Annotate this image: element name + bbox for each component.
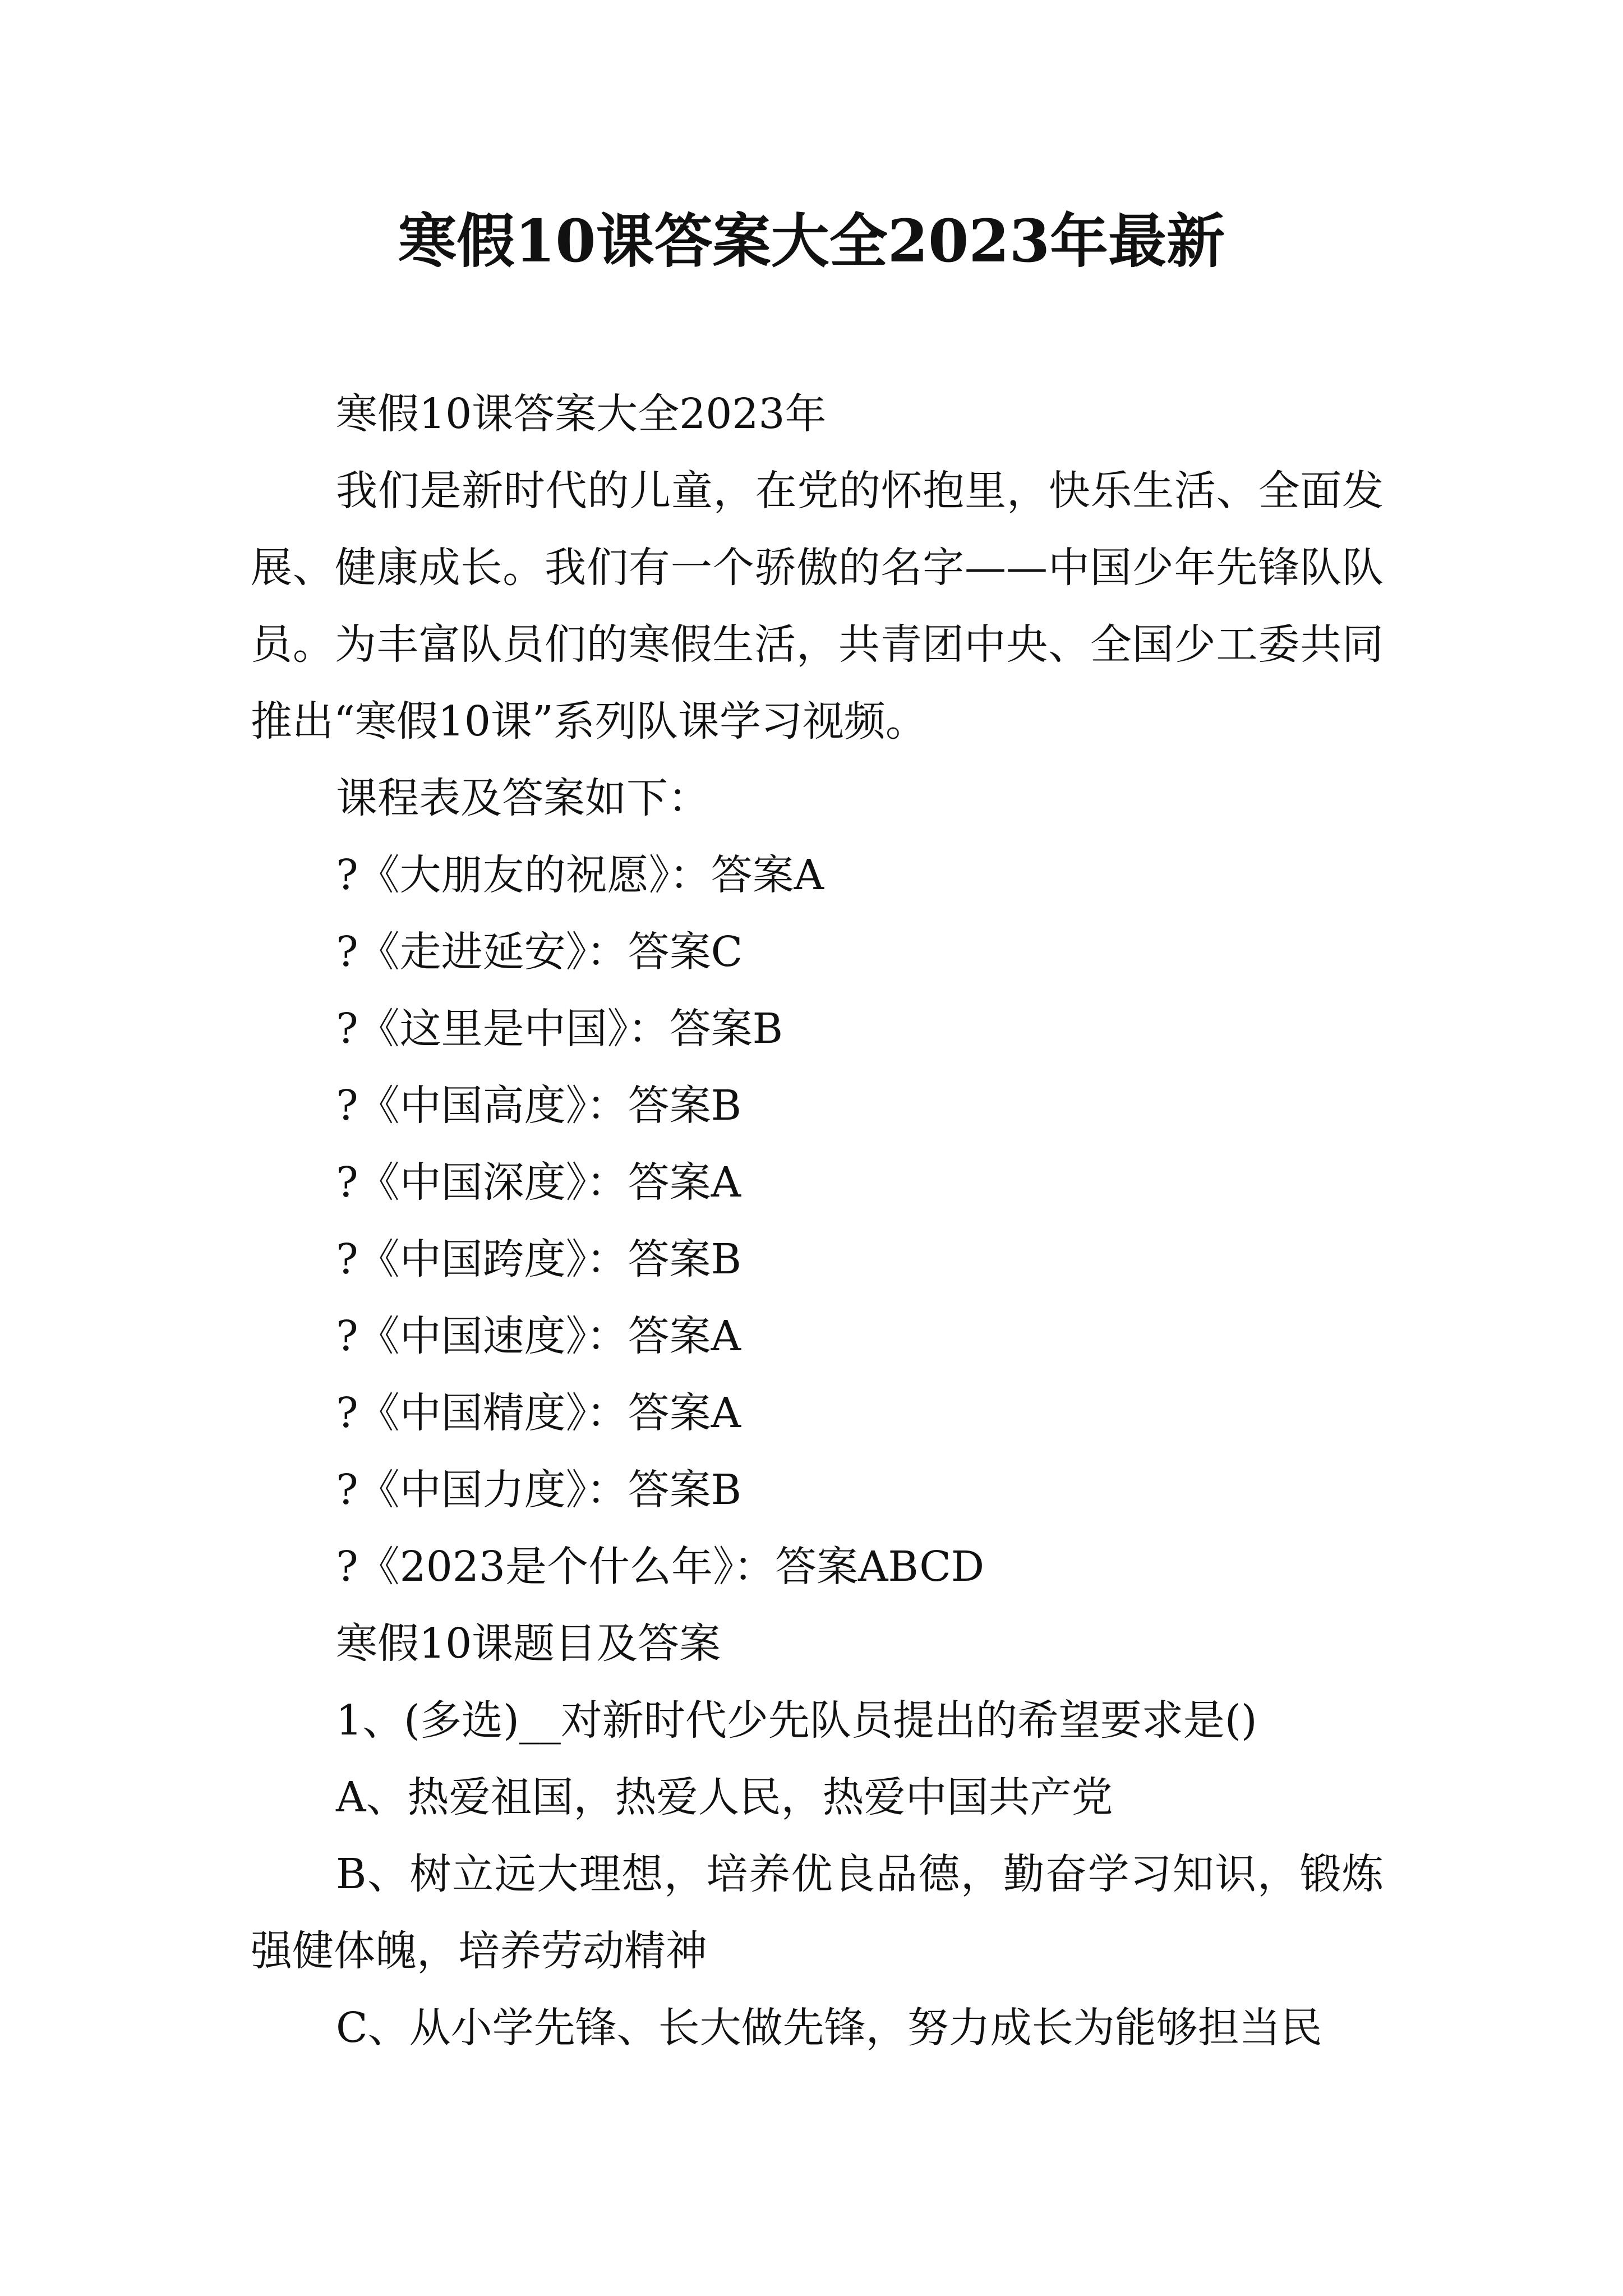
section-heading-questions: 寒假10课题目及答案	[336, 1619, 721, 1668]
course-answer-item: ?《走进延安》：答案C	[336, 928, 743, 976]
document-title: 寒假10课答案大全2023年最新	[398, 206, 1225, 275]
course-answer-item: ?《中国力度》：答案B	[336, 1466, 742, 1514]
question-option-a: A、热爱祖国，热爱人民，热爱中国共产党	[336, 1773, 1113, 1821]
document-body	[251, 376, 1384, 2067]
course-answer-item: ?《中国速度》：答案A	[336, 1312, 741, 1360]
course-answer-item: ?《中国高度》：答案B	[336, 1082, 742, 1130]
paragraph-intro-title: 寒假10课答案大全2023年	[336, 390, 827, 438]
course-answer-item: ?《中国精度》：答案A	[336, 1389, 741, 1437]
question-1: 1、(多选)__对新时代少先队员提出的希望要求是()	[336, 1696, 1257, 1745]
paragraph-intro: 我们是新时代的儿童，在党的怀抱里，快乐生活、全面发展、健康成长。我们有一个骄傲的名字——中国少年先锋队队员。为丰富队员们的寒假生活，共青团中央、全国少工委共同推出“寒假10课”系列队课学习视频。	[251, 467, 1384, 746]
course-answer-item: ?《中国跨度》：答案B	[336, 1235, 742, 1283]
course-answer-item: ?《2023是个什么年》：答案ABCD	[336, 1543, 985, 1591]
paragraph-schedule-heading: 课程表及答案如下：	[336, 774, 709, 822]
course-answer-item: ?《大朋友的祝愿》：答案A	[336, 851, 824, 899]
course-answer-item: ?《这里是中国》：答案B	[336, 1005, 783, 1053]
question-option-c: C、从小学先锋、长大做先锋，努力成长为能够担当民	[336, 2004, 1322, 2052]
question-option-b: B、树立远大理想，培养优良品德，勤奋学习知识，锻炼强健体魄，培养劳动精神	[251, 1850, 1384, 1975]
course-answer-item: ?《中国深度》：答案A	[336, 1158, 741, 1207]
